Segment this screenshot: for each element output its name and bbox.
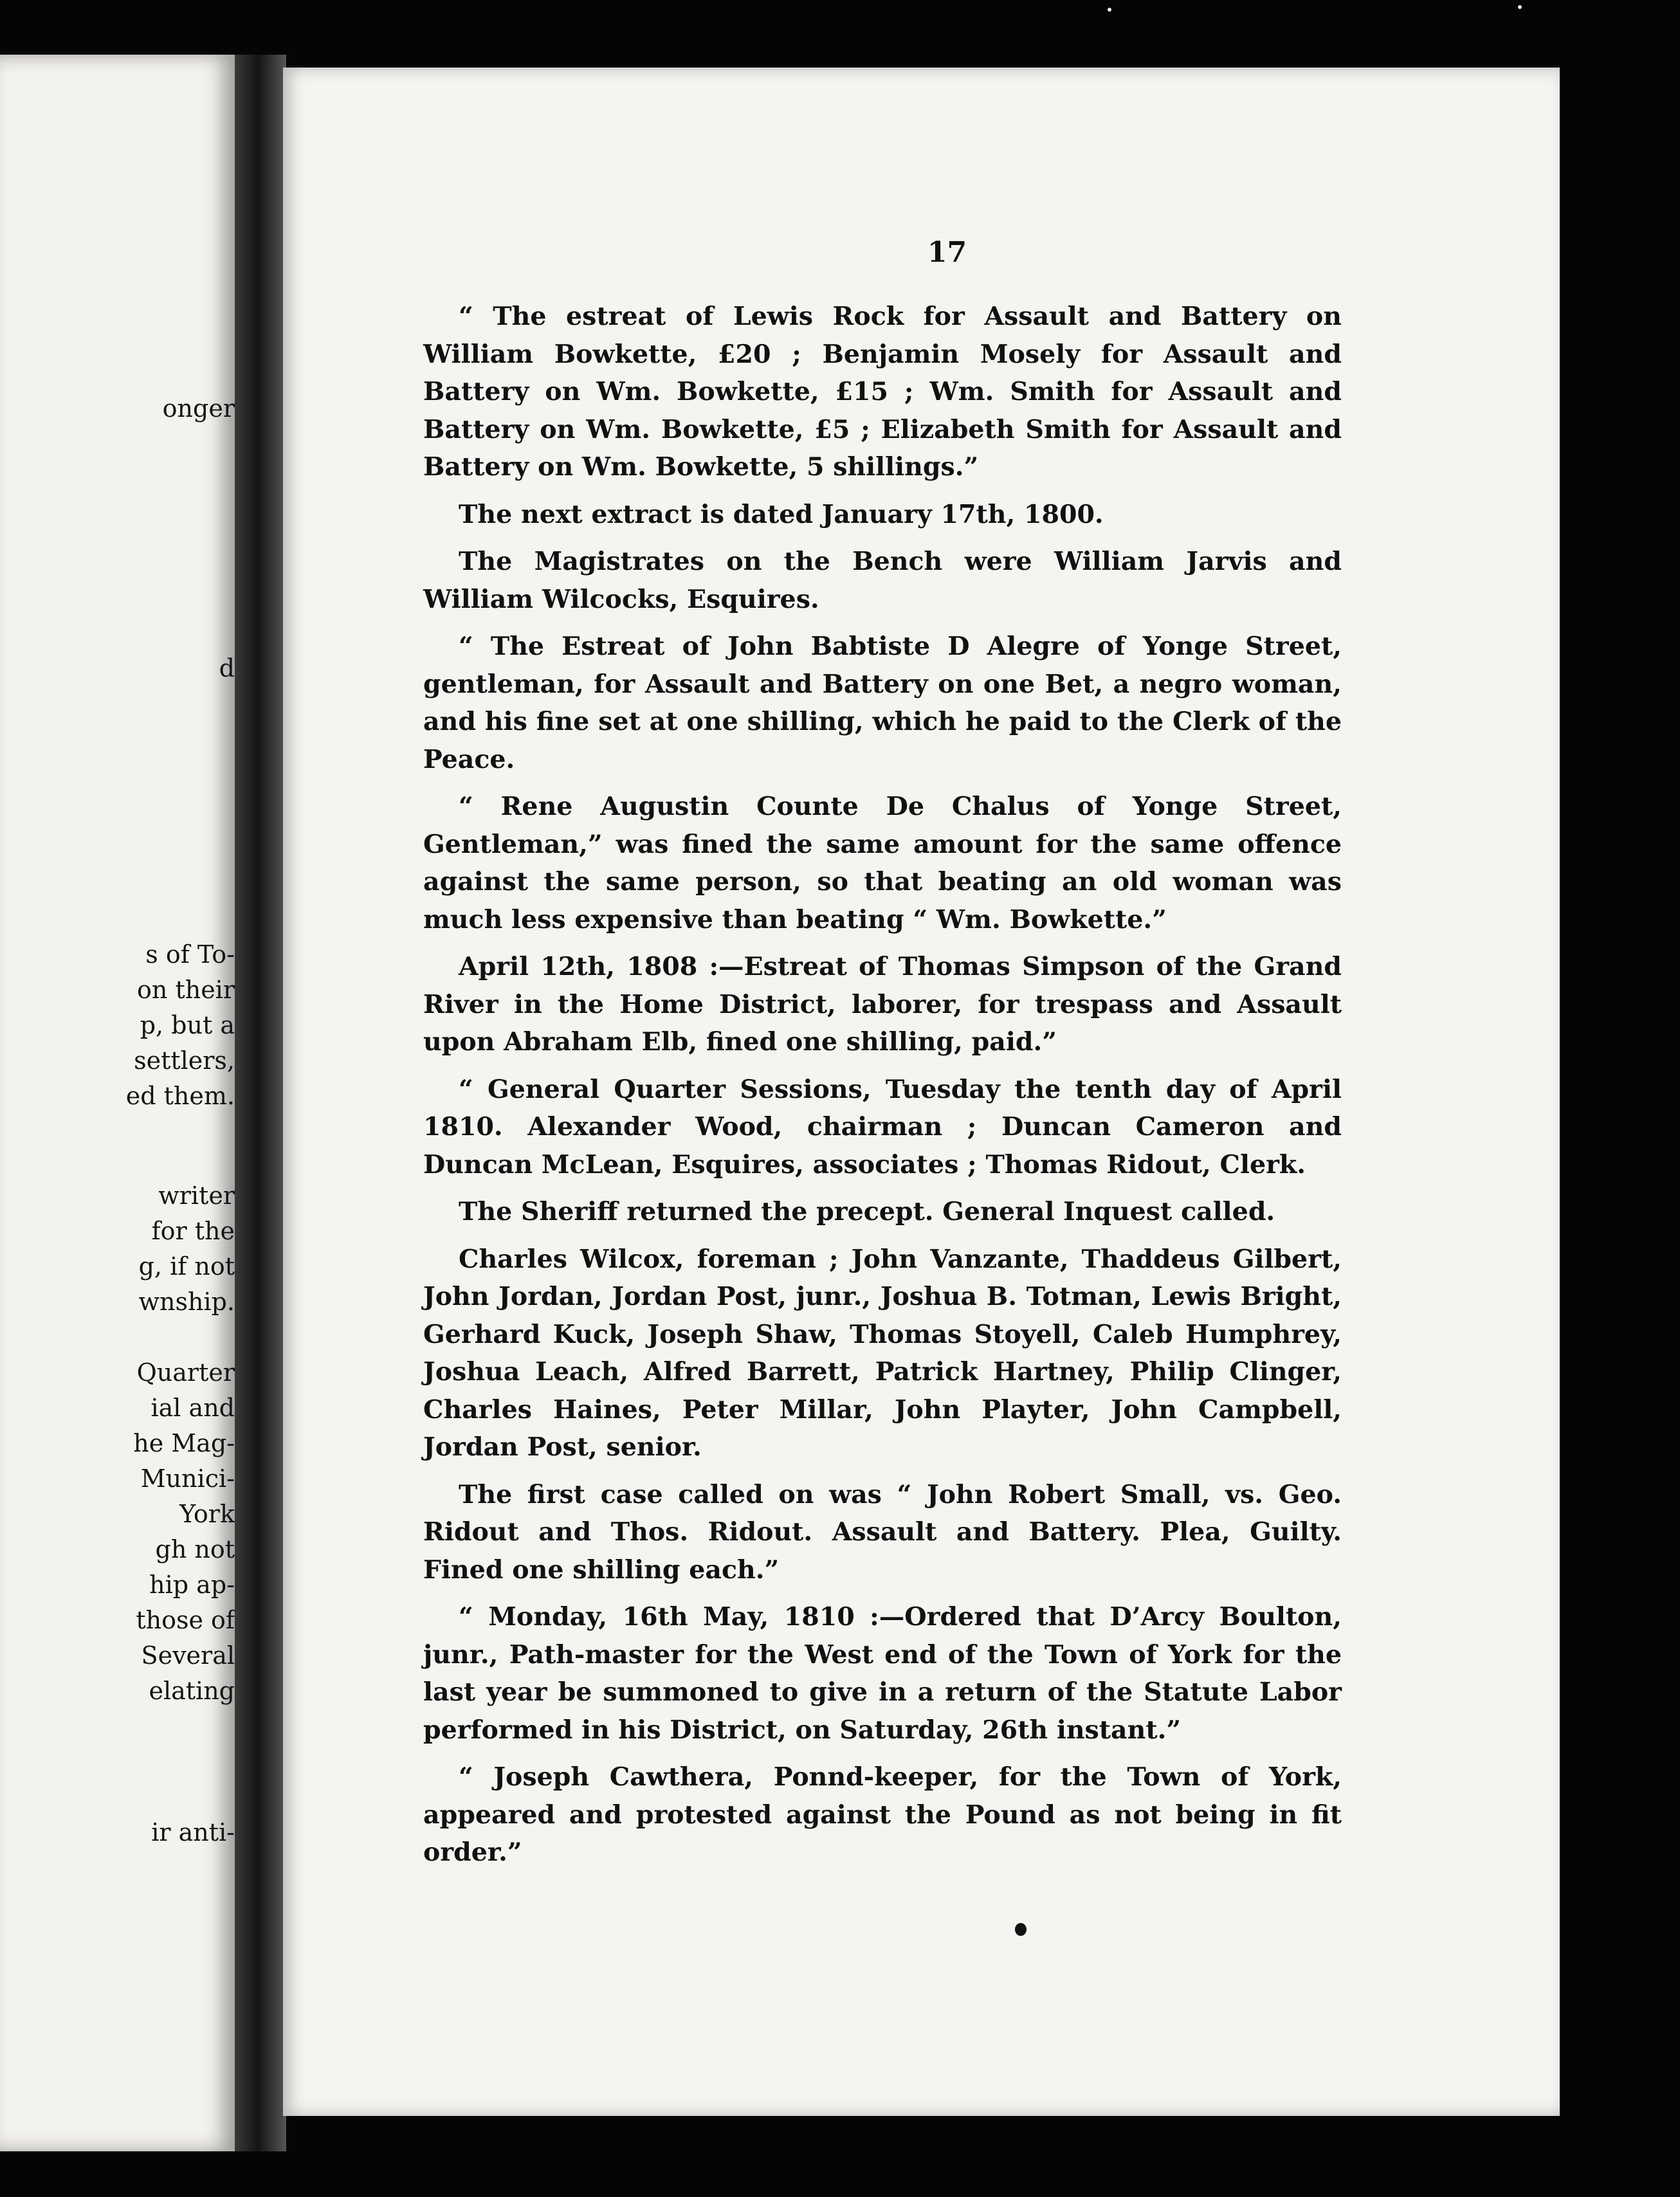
paragraph: “ The Estreat of John Babtiste D Alegre of Yonge Street, gentleman, for Assault and Battery on one Bet, a negro woman, and his fine set at one shilling, which he paid to the Clerk of the Peace.: [423, 632, 1342, 774]
paragraph: The next extract is dated January 17th, 1800.: [459, 499, 1104, 529]
page-number: 17: [927, 236, 967, 269]
book-gutter: [235, 55, 286, 2151]
facing-page-line: ir anti-: [151, 1818, 235, 1846]
facing-page-line: elating: [149, 1677, 235, 1705]
facing-page-line: d: [219, 654, 235, 682]
paragraph: “ The estreat of Lewis Rock for Assault and Battery on William Bowkette, £20 ; Benjamin Mosely for Assault and Battery on Wm. Bowkette, £15 ; Wm. Smith for Assault and Battery on Wm. Bowkette, £5 ; Elizabeth Smith for Assault and Battery on Wm. Bowkette, 5 shillings.”: [423, 302, 1342, 482]
facing-page-line: onger: [162, 394, 235, 423]
paragraph: “ Monday, 16th May, 1810 :—Ordered that D’Arcy Boulton, junr., Path-master for the West end of the Town of York for the last year be summoned to give in a return of the Statute Labor performed in his District, on Saturday, 26th instant.”: [423, 1602, 1342, 1745]
facing-page-line: ed them.: [125, 1082, 235, 1110]
facing-page-line: Munici-: [140, 1464, 235, 1493]
paragraph: Charles Wilcox, foreman ; John Vanzante, Thaddeus Gilbert, John Jordan, Jordan Post, junr., Joshua B. Totman, Lewis Bright, Gerhard Kuck, Joseph Shaw, Thomas Stoyell, Caleb Humphrey, Joshua Leach, Alfred Barrett, Patrick Hartney, Philip Clinger, Charles Haines, Peter Millar, John Playter, John Campbell, Jordan Post, senior.: [423, 1244, 1342, 1462]
facing-page-line: those of: [136, 1606, 235, 1634]
scan-speck: [1108, 8, 1111, 12]
facing-page-line: for the: [151, 1217, 235, 1245]
facing-page-line: gh not: [155, 1535, 235, 1563]
facing-page-line: g, if not: [138, 1252, 235, 1281]
paragraph: “ Joseph Cawthera, Ponnd-keeper, for the Town of York, appeared and protested against the Pound as not being in fit order.”: [423, 1762, 1342, 1867]
paragraph: The first case called on was “ John Robert Small, vs. Geo. Ridout and Thos. Ridout. Assault and Battery. Plea, Guilty. Fined one shilling each.”: [423, 1479, 1342, 1585]
book-page: [283, 68, 1560, 2116]
facing-page-line: ial and: [151, 1394, 235, 1422]
page-body: [423, 298, 1342, 1872]
facing-page-line: s of To-: [145, 940, 235, 969]
paragraph: The Magistrates on the Bench were William Jarvis and William Wilcocks, Esquires.: [423, 547, 1342, 614]
facing-page-line: Quarter: [136, 1358, 235, 1387]
facing-page-line: wnship.: [138, 1288, 235, 1316]
scan-speck: [1518, 5, 1522, 9]
facing-page-line: settlers,: [134, 1046, 235, 1075]
facing-page-line: writer: [158, 1181, 235, 1210]
facing-page-line: Several: [141, 1641, 235, 1670]
facing-page-fragment: [0, 55, 235, 2151]
facing-page-line: he Mag-: [133, 1429, 235, 1457]
paragraph: The Sheriff returned the precept. General Inquest called.: [459, 1197, 1275, 1226]
ink-dot: [1015, 1923, 1027, 1936]
paragraph: April 12th, 1808 :—Estreat of Thomas Simpson of the Grand River in the Home District, laborer, for trespass and Assault upon Abraham Elb, fined one shilling, paid.”: [423, 952, 1342, 1057]
facing-page-line: York: [179, 1500, 235, 1528]
paragraph: “ Rene Augustin Counte De Chalus of Yonge Street, Gentleman,” was fined the same amount for the same offence against the same person, so that beating an old woman was much less expensive than beating “ Wm. Bowkette.”: [423, 792, 1342, 934]
facing-page-line: hip ap-: [149, 1571, 235, 1599]
facing-page-line: p, but a: [140, 1011, 235, 1039]
paragraph: “ General Quarter Sessions, Tuesday the tenth day of April 1810. Alexander Wood, chairman ; Duncan Cameron and Duncan McLean, Esquires, associates ; Thomas Ridout, Clerk.: [423, 1074, 1342, 1180]
facing-page-line: on their: [137, 976, 235, 1004]
